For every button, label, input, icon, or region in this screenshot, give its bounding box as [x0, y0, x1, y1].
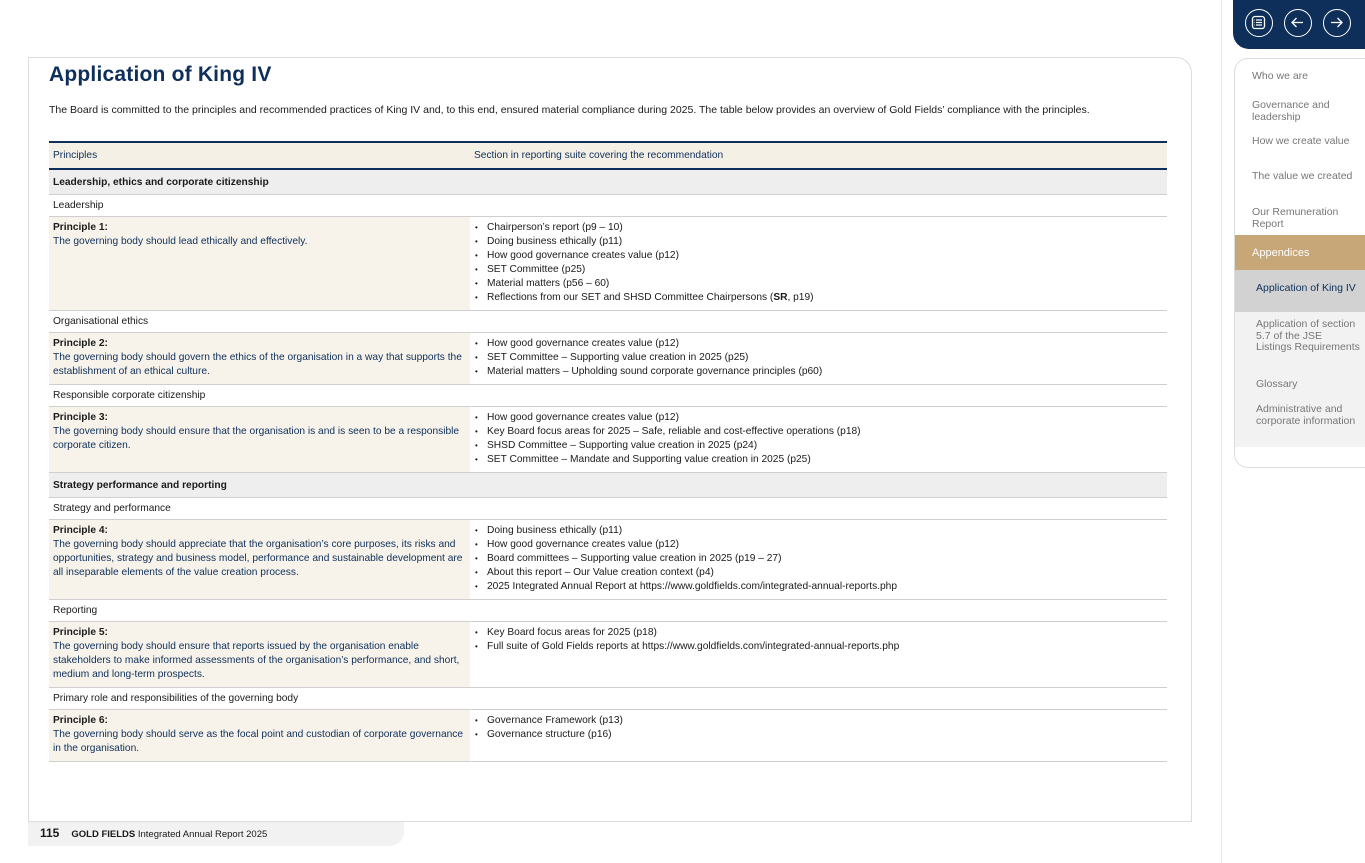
- principle-name: Principle 5:: [53, 627, 108, 638]
- principle-row: [49, 333, 1167, 385]
- subsection-row: [49, 311, 1167, 333]
- reference-text: , p19): [787, 292, 814, 303]
- principle-text: The governing body should govern the ethics of the organisation in a way that supports the establishment of an ethical culture.: [53, 352, 462, 377]
- subsection-title: Responsible corporate citizenship: [49, 385, 1167, 407]
- subsection-row: [49, 688, 1167, 710]
- reference-cell: [470, 710, 1167, 762]
- reference-item: • How good governance creates value (p12): [474, 538, 1163, 552]
- contents-button[interactable]: [1245, 9, 1273, 37]
- reference-bold: SR: [773, 292, 788, 303]
- principle-cell: [49, 710, 470, 762]
- arrow-left-icon: [1289, 14, 1306, 31]
- reference-item: • How good governance creates value (p12): [474, 249, 1163, 263]
- principle-row: [49, 520, 1167, 600]
- principle-row: [49, 217, 1167, 311]
- sidebar-item-label: Appendices: [1252, 247, 1310, 259]
- subsection-row: [49, 600, 1167, 622]
- next-page-button[interactable]: [1323, 9, 1351, 37]
- sidebar-menu: [1234, 58, 1365, 468]
- subsection-title: Strategy and performance: [49, 498, 1167, 520]
- principle-text: The governing body should ensure that reports issued by the organisation enable stakeholders to make informed assessments of the organisation’s performance, and short, medium and long-term prospects.: [53, 641, 460, 680]
- reference-cell: [470, 217, 1167, 311]
- reference-item: • Doing business ethically (p11): [474, 524, 1163, 538]
- principle-name: Principle 2:: [53, 338, 108, 349]
- principle-cell: [49, 217, 470, 311]
- principle-name: Principle 3:: [53, 412, 108, 423]
- contents-icon: [1250, 14, 1267, 31]
- reference-item: • Material matters (p56 – 60): [474, 277, 1163, 291]
- section-row: [49, 473, 1167, 498]
- principle-row: [49, 622, 1167, 688]
- subsection-title: Primary role and responsibilities of the governing body: [49, 688, 1167, 710]
- sidebar-item-appendices[interactable]: [1235, 235, 1365, 270]
- principle-cell: [49, 407, 470, 473]
- principle-name: Principle 4:: [53, 525, 108, 536]
- reference-list: [474, 221, 1163, 305]
- header-principles: Principles: [49, 142, 470, 169]
- sidebar-item-value-created[interactable]: The value we created: [1252, 170, 1353, 182]
- reference-item: • How good governance creates value (p12): [474, 337, 1163, 351]
- reference-cell: [470, 333, 1167, 385]
- nav-toolbar: [1233, 0, 1365, 49]
- section-title: Strategy performance and reporting: [49, 473, 1167, 498]
- page-footer: [40, 826, 267, 840]
- principle-text: The governing body should ensure that the organisation is and is seen to be a responsible corporate citizen.: [53, 426, 460, 451]
- sidebar-item-who-we-are[interactable]: Who we are: [1252, 70, 1309, 82]
- reference-item: • Governance Framework (p13): [474, 714, 1163, 728]
- submenu-item-jse-listings[interactable]: Application of section 5.7 of the JSE Listings Requirements: [1256, 318, 1360, 353]
- reference-list: [474, 524, 1163, 594]
- principle-text: The governing body should serve as the focal point and custodian of corporate governance in the organisation.: [53, 729, 464, 754]
- reference-list: [474, 411, 1163, 467]
- section-title: Leadership, ethics and corporate citizenship: [49, 169, 1167, 195]
- page-title: Application of King IV: [49, 63, 272, 86]
- footer-report-name: Integrated Annual Report 2025: [137, 829, 268, 840]
- page-number: 115: [40, 826, 60, 840]
- reference-item: • 2025 Integrated Annual Report at https://www.goldfields.com/integrated-annual-reports.php: [474, 580, 1163, 594]
- reference-cell: [470, 520, 1167, 600]
- reference-cell: [470, 622, 1167, 688]
- principle-name: Principle 6:: [53, 715, 108, 726]
- reference-item: • Key Board focus areas for 2025 – Safe, reliable and cost-effective operations (p18): [474, 425, 1163, 439]
- reference-cell: [470, 407, 1167, 473]
- reference-list: [474, 714, 1163, 742]
- principle-cell: [49, 622, 470, 688]
- submenu-item-glossary[interactable]: Glossary: [1256, 378, 1298, 390]
- sidebar-item-remuneration[interactable]: Our Remuneration Report: [1252, 206, 1339, 230]
- section-row: [49, 169, 1167, 195]
- reference-item: • SHSD Committee – Supporting value creation in 2025 (p24): [474, 439, 1163, 453]
- principle-row: [49, 407, 1167, 473]
- principle-cell: [49, 333, 470, 385]
- subsection-row: [49, 385, 1167, 407]
- reference-list: [474, 626, 1163, 654]
- arrow-right-icon: [1328, 14, 1345, 31]
- reference-item: • Chairperson’s report (p9 – 10): [474, 221, 1163, 235]
- sidebar-item-how-we-create-value[interactable]: How we create value: [1252, 135, 1350, 147]
- subsection-title: Organisational ethics: [49, 311, 1167, 333]
- submenu-item-administrative[interactable]: Administrative and corporate information: [1256, 403, 1356, 427]
- principle-row: [49, 710, 1167, 762]
- subsection-row: [49, 498, 1167, 520]
- sidebar-divider: [1221, 0, 1222, 863]
- reference-item: • Key Board focus areas for 2025 (p18): [474, 626, 1163, 640]
- reference-item: • How good governance creates value (p12): [474, 411, 1163, 425]
- reference-item: [474, 291, 1163, 305]
- subsection-title: Reporting: [49, 600, 1167, 622]
- principles-table: [49, 141, 1167, 762]
- reference-text: Reflections from our SET and SHSD Committee Chairpersons (: [487, 292, 774, 303]
- header-section: Section in reporting suite covering the recommendation: [470, 142, 1167, 169]
- reference-list: [474, 337, 1163, 379]
- footer-brand: GOLD FIELDS: [71, 829, 136, 840]
- reference-item: • Governance structure (p16): [474, 728, 1163, 742]
- reference-item: • Full suite of Gold Fields reports at https://www.goldfields.com/integrated-annual-reports.php: [474, 640, 1163, 654]
- intro-paragraph: The Board is committed to the principles and recommended practices of King IV and, to this end, ensured material compliance during 2025. The table below provides an overview of Gold Fields’ compliance with the principles.: [49, 104, 1090, 116]
- reference-item: • Doing business ethically (p11): [474, 235, 1163, 249]
- sidebar-item-governance[interactable]: Governance and leadership: [1252, 99, 1330, 123]
- principle-name: Principle 1:: [53, 222, 108, 233]
- principle-cell: [49, 520, 470, 600]
- reference-item: • Board committees – Supporting value creation in 2025 (p19 – 27): [474, 552, 1163, 566]
- reference-item: • Material matters – Upholding sound corporate governance principles (p60): [474, 365, 1163, 379]
- reference-item: • About this report – Our Value creation context (p4): [474, 566, 1163, 580]
- subsection-title: Leadership: [49, 195, 1167, 217]
- principle-text: The governing body should appreciate that the organisation’s core purposes, its risks and opportunities, strategy and business model, performance and sustainable development are all inseparable elements of the value creation process.: [53, 539, 463, 578]
- principle-text: The governing body should lead ethically and effectively.: [53, 236, 308, 247]
- subsection-row: [49, 195, 1167, 217]
- submenu-item-king-iv[interactable]: Application of King IV: [1256, 282, 1356, 294]
- reference-item: • SET Committee – Supporting value creation in 2025 (p25): [474, 351, 1163, 365]
- reference-item: • SET Committee – Mandate and Supporting value creation in 2025 (p25): [474, 453, 1163, 467]
- reference-item: • SET Committee (p25): [474, 263, 1163, 277]
- previous-page-button[interactable]: [1284, 9, 1312, 37]
